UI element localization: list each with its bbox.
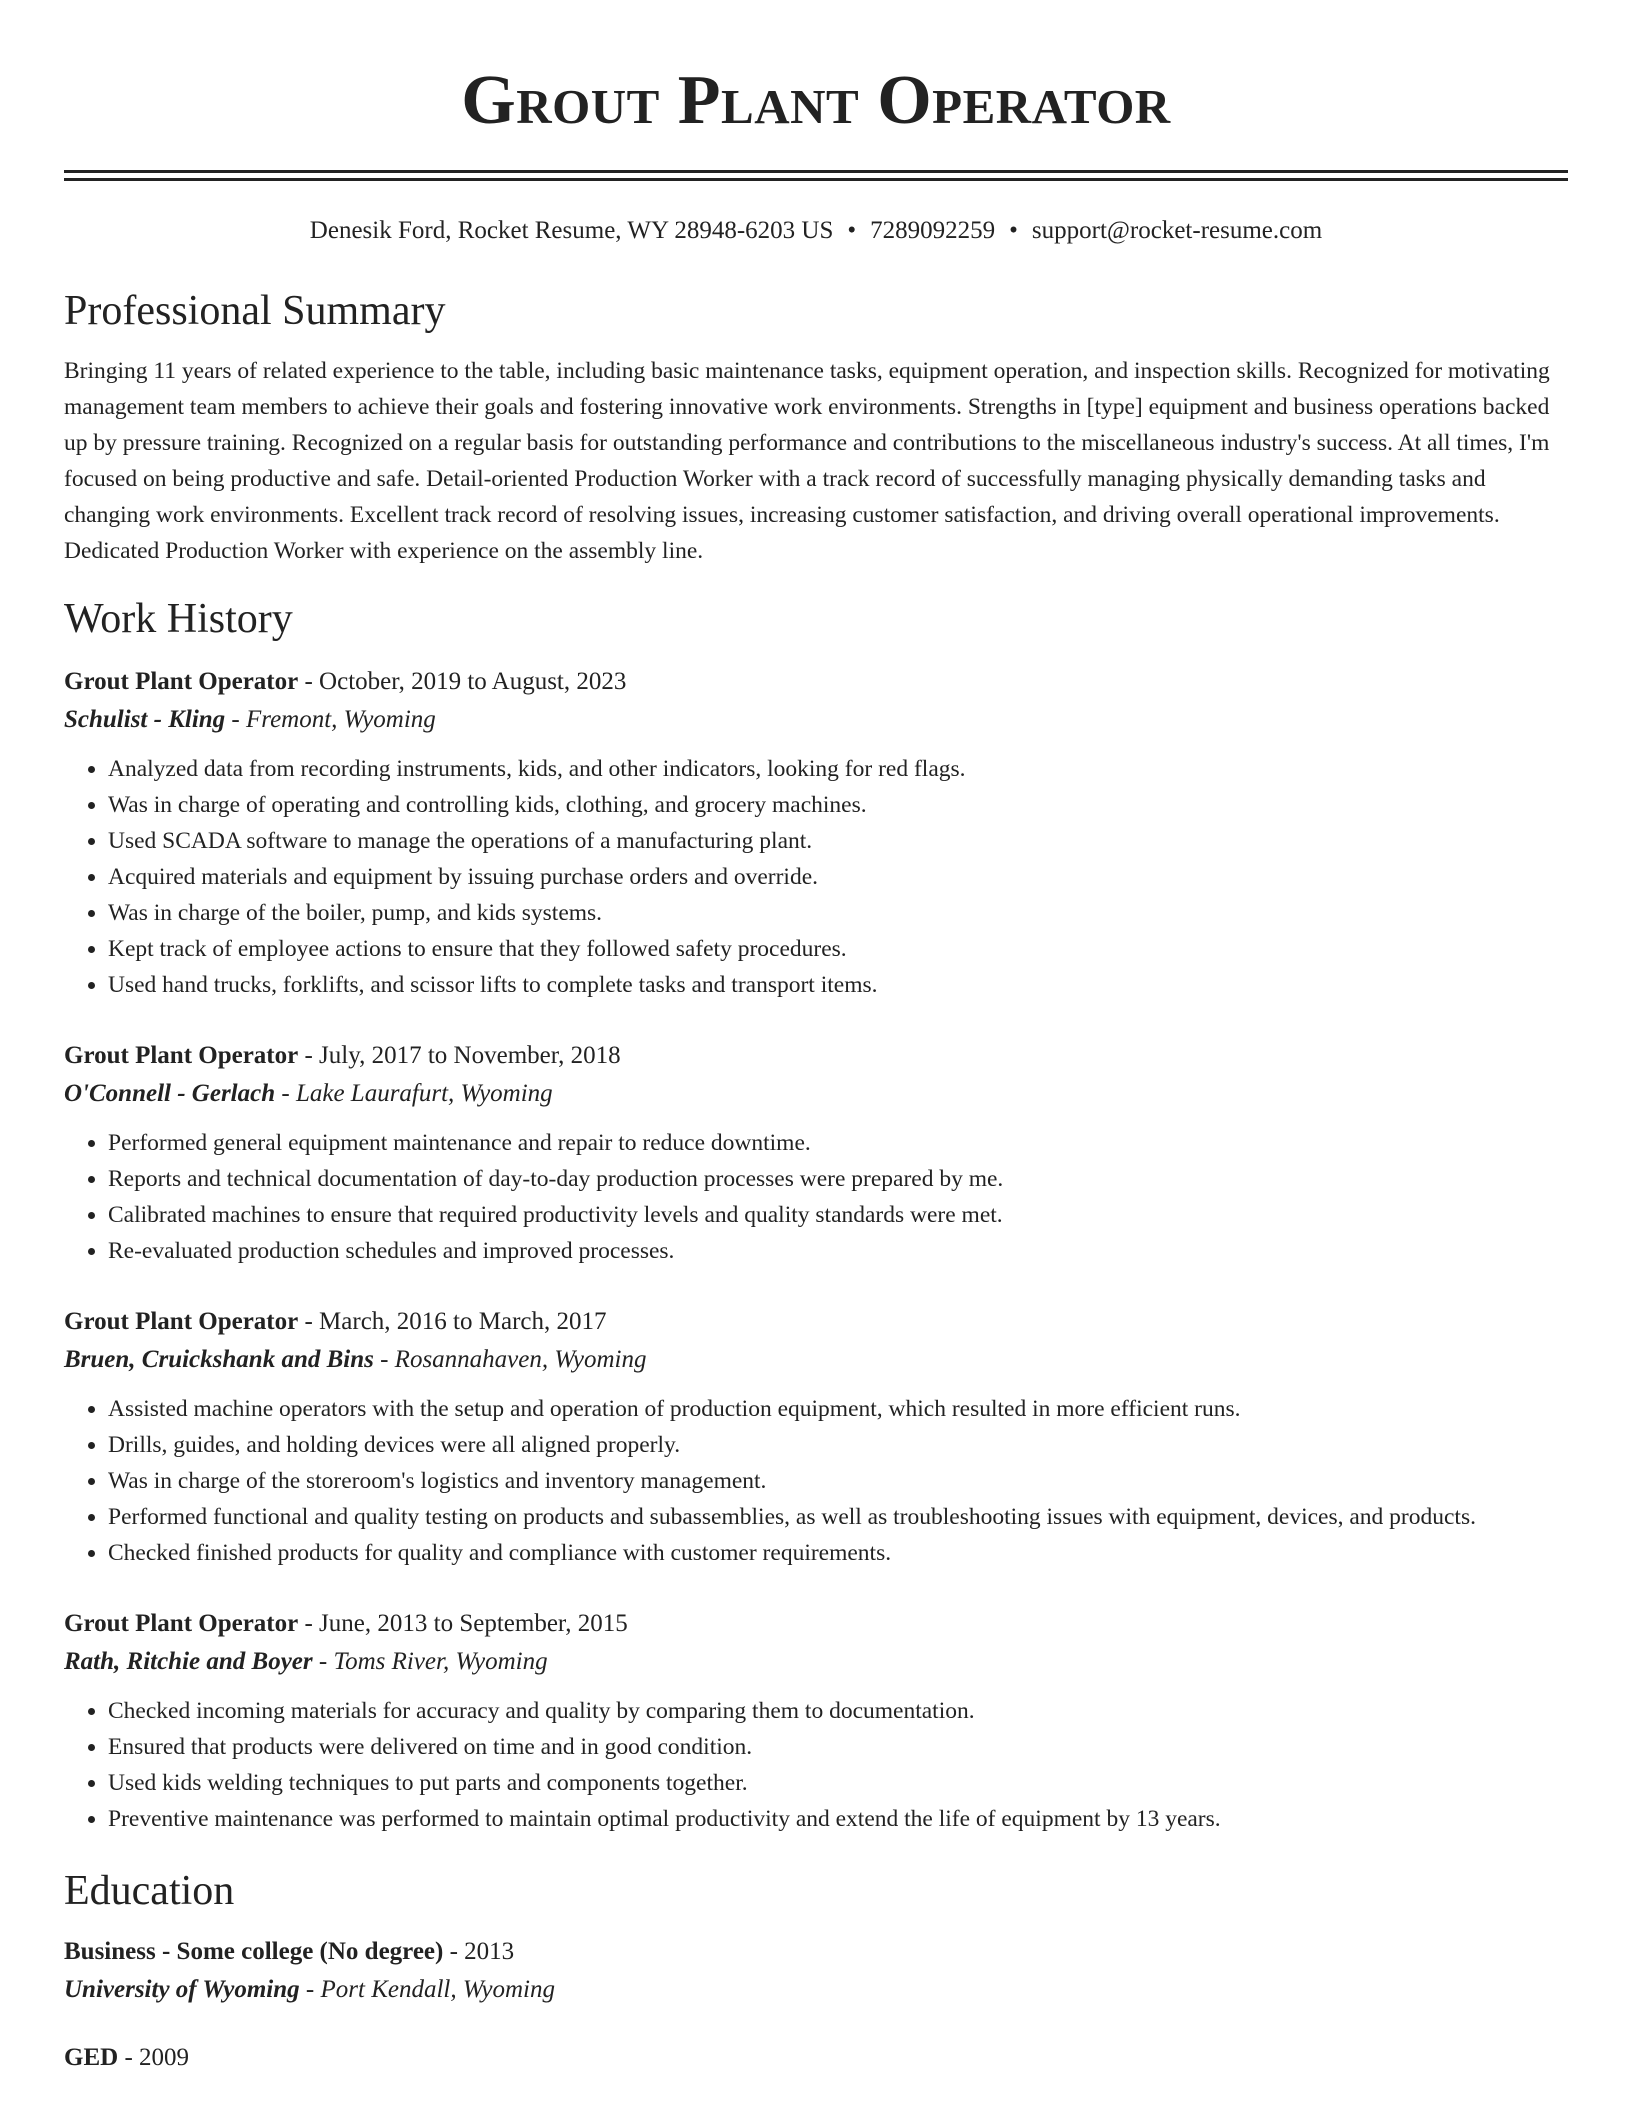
job-dates: - March, 2016 to March, 2017 xyxy=(298,1308,607,1335)
job-bullet: • Used hand trucks, forklifts, and scissor lifts to complete tasks and transport items. xyxy=(108,967,1568,1003)
school-line xyxy=(64,1971,1568,2009)
company-name: O'Connell - Gerlach xyxy=(64,1080,276,1107)
job-bullet: • Was in charge of operating and controlling kids, clothing, and grocery machines. xyxy=(108,787,1568,823)
summary-text: Bringing 11 years of related experience to the table, including basic maintenance tasks, equipment operation, and inspection skills. Recognized for motivating management team members to achieve their goals and fostering innovative work environments. Strengths in [type] equipment and business operations backed up by pressure training. Recognized on a regular basis for outstanding performance and contributions to the miscellaneous industry's success. At all times, I'm focused on being productive and safe. Detail-oriented Production Worker with a track record of successfully managing physically demanding tasks and changing work environments. Excellent track record of resolving issues, increasing customer satisfaction, and driving overall operational improvements. Dedicated Production Worker with experience on the assembly line. xyxy=(64,358,1550,564)
job-entry xyxy=(64,663,1568,1003)
company-line xyxy=(64,1341,1568,1379)
company-line xyxy=(64,1643,1568,1681)
degree-name: Business - Some college (No degree) xyxy=(64,1938,444,1965)
job-bullets xyxy=(64,1693,1568,1837)
company-name: Bruen, Cruickshank and Bins xyxy=(64,1346,374,1373)
job-dates: - October, 2019 to August, 2023 xyxy=(298,668,627,695)
job-bullet: • Acquired materials and equipment by issuing purchase orders and override. xyxy=(108,859,1568,895)
job-entry xyxy=(64,1303,1568,1571)
company-location: - Lake Laurafurt, Wyoming xyxy=(275,1080,553,1107)
job-entry xyxy=(64,1037,1568,1269)
company-location: - Fremont, Wyoming xyxy=(225,706,436,733)
job-bullet: • Was in charge of the storeroom's logistics and inventory management. xyxy=(108,1463,1568,1499)
job-title-line xyxy=(64,663,1568,701)
job-bullets xyxy=(64,1391,1568,1571)
job-bullet: • Used SCADA software to manage the operations of a manufacturing plant. xyxy=(108,823,1568,859)
summary-heading: Professional Summary xyxy=(64,288,446,334)
job-bullets xyxy=(64,751,1568,1003)
company-line xyxy=(64,701,1568,739)
company-location: - Rosannahaven, Wyoming xyxy=(373,1346,647,1373)
job-title: Grout Plant Operator xyxy=(64,668,299,695)
job-title-line xyxy=(64,1605,1568,1643)
contact-separator: • xyxy=(847,217,857,244)
job-bullet: • Re-evaluated production schedules and improved processes. xyxy=(108,1233,1568,1269)
job-bullet: • Used kids welding techniques to put parts and components together. xyxy=(108,1765,1568,1801)
job-bullet: • Reports and technical documentation of day-to-day production processes were prepared by me. xyxy=(108,1161,1568,1197)
education-heading: Education xyxy=(64,1868,235,1914)
job-bullet: • Performed general equipment maintenance and repair to reduce downtime. xyxy=(108,1125,1568,1161)
job-bullet: • Preventive maintenance was performed to maintain optimal productivity and extend the life of equipment by 13 years. xyxy=(108,1801,1568,1837)
resume-title: Grout Plant Operator xyxy=(461,62,1171,139)
job-bullet: • Kept track of employee actions to ensure that they followed safety procedures. xyxy=(108,931,1568,967)
degree-line xyxy=(64,2039,1568,2077)
company-name: Rath, Ritchie and Boyer xyxy=(64,1648,313,1675)
company-line xyxy=(64,1075,1568,1113)
school-location: - Port Kendall, Wyoming xyxy=(299,1976,555,2003)
job-bullet: • Ensured that products were delivered on time and in good condition. xyxy=(108,1729,1568,1765)
degree-year: - 2013 xyxy=(443,1938,515,1965)
degree-name: GED xyxy=(64,2044,119,2071)
company-name: Schulist - Kling xyxy=(64,706,226,733)
education-entry xyxy=(64,1933,1568,2009)
job-dates: - July, 2017 to November, 2018 xyxy=(298,1042,621,1069)
job-bullet: • Analyzed data from recording instruments, kids, and other indicators, looking for red flags. xyxy=(108,751,1568,787)
contact-email[interactable]: support@rocket-resume.com xyxy=(1031,217,1323,244)
job-title: Grout Plant Operator xyxy=(64,1308,299,1335)
contact-address: Denesik Ford, Rocket Resume, WY 28948-6203 US xyxy=(309,217,834,244)
contact-phone: 7289092259 xyxy=(870,217,996,244)
title-double-rule xyxy=(64,170,1568,181)
degree-line xyxy=(64,1933,1568,1971)
job-title-line xyxy=(64,1303,1568,1341)
job-bullets xyxy=(64,1125,1568,1269)
school-name: University of Wyoming xyxy=(64,1976,300,2003)
job-bullet: • Drills, guides, and holding devices were all aligned properly. xyxy=(108,1427,1568,1463)
job-title-line xyxy=(64,1037,1568,1075)
job-title: Grout Plant Operator xyxy=(64,1610,299,1637)
contact-line xyxy=(64,215,1568,247)
degree-year: - 2009 xyxy=(118,2044,190,2071)
job-bullet: • Performed functional and quality testing on products and subassemblies, as well as troubleshooting issues with equipment, devices, and products. xyxy=(108,1499,1568,1535)
job-title: Grout Plant Operator xyxy=(64,1042,299,1069)
work-history-heading: Work History xyxy=(64,596,293,642)
company-location: - Toms River, Wyoming xyxy=(312,1648,548,1675)
job-bullet: • Calibrated machines to ensure that required productivity levels and quality standards were met. xyxy=(108,1197,1568,1233)
job-bullet: • Checked incoming materials for accuracy and quality by comparing them to documentation. xyxy=(108,1693,1568,1729)
job-bullet: • Was in charge of the boiler, pump, and kids systems. xyxy=(108,895,1568,931)
job-bullet: • Assisted machine operators with the setup and operation of production equipment, which resulted in more efficient runs. xyxy=(108,1391,1568,1427)
job-entry xyxy=(64,1605,1568,1837)
job-dates: - June, 2013 to September, 2015 xyxy=(298,1610,628,1637)
education-entry xyxy=(64,2039,1568,2077)
job-bullet: • Checked finished products for quality and compliance with customer requirements. xyxy=(108,1535,1568,1571)
contact-separator: • xyxy=(1009,217,1018,244)
